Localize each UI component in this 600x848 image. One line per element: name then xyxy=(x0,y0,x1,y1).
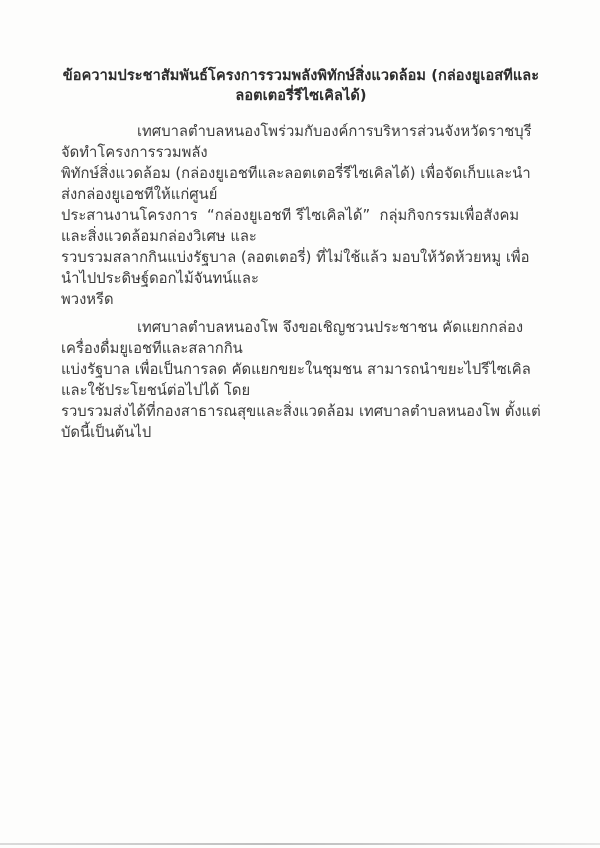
paragraph-line: แบ่งรัฐบาล เพื่อเป็นการลด คัดแยกขยะในชุมชน สามารถนำขยะไปรีไซเคิลและใช้ประโยชน์ต่อไปได้ โดย xyxy=(61,361,531,399)
paragraph-line: เทศบาลตำบลหนองโพ จึงขอเชิญชวนประชาชน คัดแยกกล่องเครื่องดื่มยูเอชทีและสลากกิน xyxy=(61,319,524,357)
paragraph-line: เทศบาลตำบลหนองโพร่วมกับองค์การบริหารส่วนจังหวัดราชบุรี จัดทำโครงการรวมพลัง xyxy=(61,123,537,161)
paragraph-line: พิทักษ์สิ่งแวดล้อม (กล่องยูเอชทีและลอตเตอรี่รีไซเคิลได้) เพื่อจัดเก็บและนำส่งกล่องยูเอชทีให้แก่ศูนย์ xyxy=(61,165,531,203)
paragraph-2 xyxy=(61,317,541,443)
document-title: ข้อความประชาสัมพันธ์โครงการรวมพลังพิทักษ์สิ่งแวดล้อม (กล่องยูเอสทีและลอตเตอรี่รีไซเคิลได้) xyxy=(62,68,540,104)
paragraph-line: ประสานงานโครงการ “กล่องยูเอชที รีไซเคิลได้” กลุ่มกิจกรรมเพื่อสังคมและสิ่งแวดล้อมกล่องวิเศษ และ xyxy=(61,207,520,245)
scan-edge-line xyxy=(0,843,600,845)
paragraph-1 xyxy=(61,121,541,310)
paragraph-line: พวงหรีด xyxy=(61,291,114,308)
paragraph-line: รวบรวมส่งได้ที่กองสาธารณสุขและสิ่งแวดล้อม เทศบาลตำบลหนองโพ ตั้งแต่บัดนี้เป็นต้นไป xyxy=(61,403,541,441)
paragraph-line: รวบรวมสลากกินแบ่งรัฐบาล (ลอตเตอรี่) ที่ไม่ใช้แล้ว มอบให้วัดห้วยหมู เพื่อนำไปประดิษฐ์ดอกไม้จันทน์และ xyxy=(61,249,530,287)
